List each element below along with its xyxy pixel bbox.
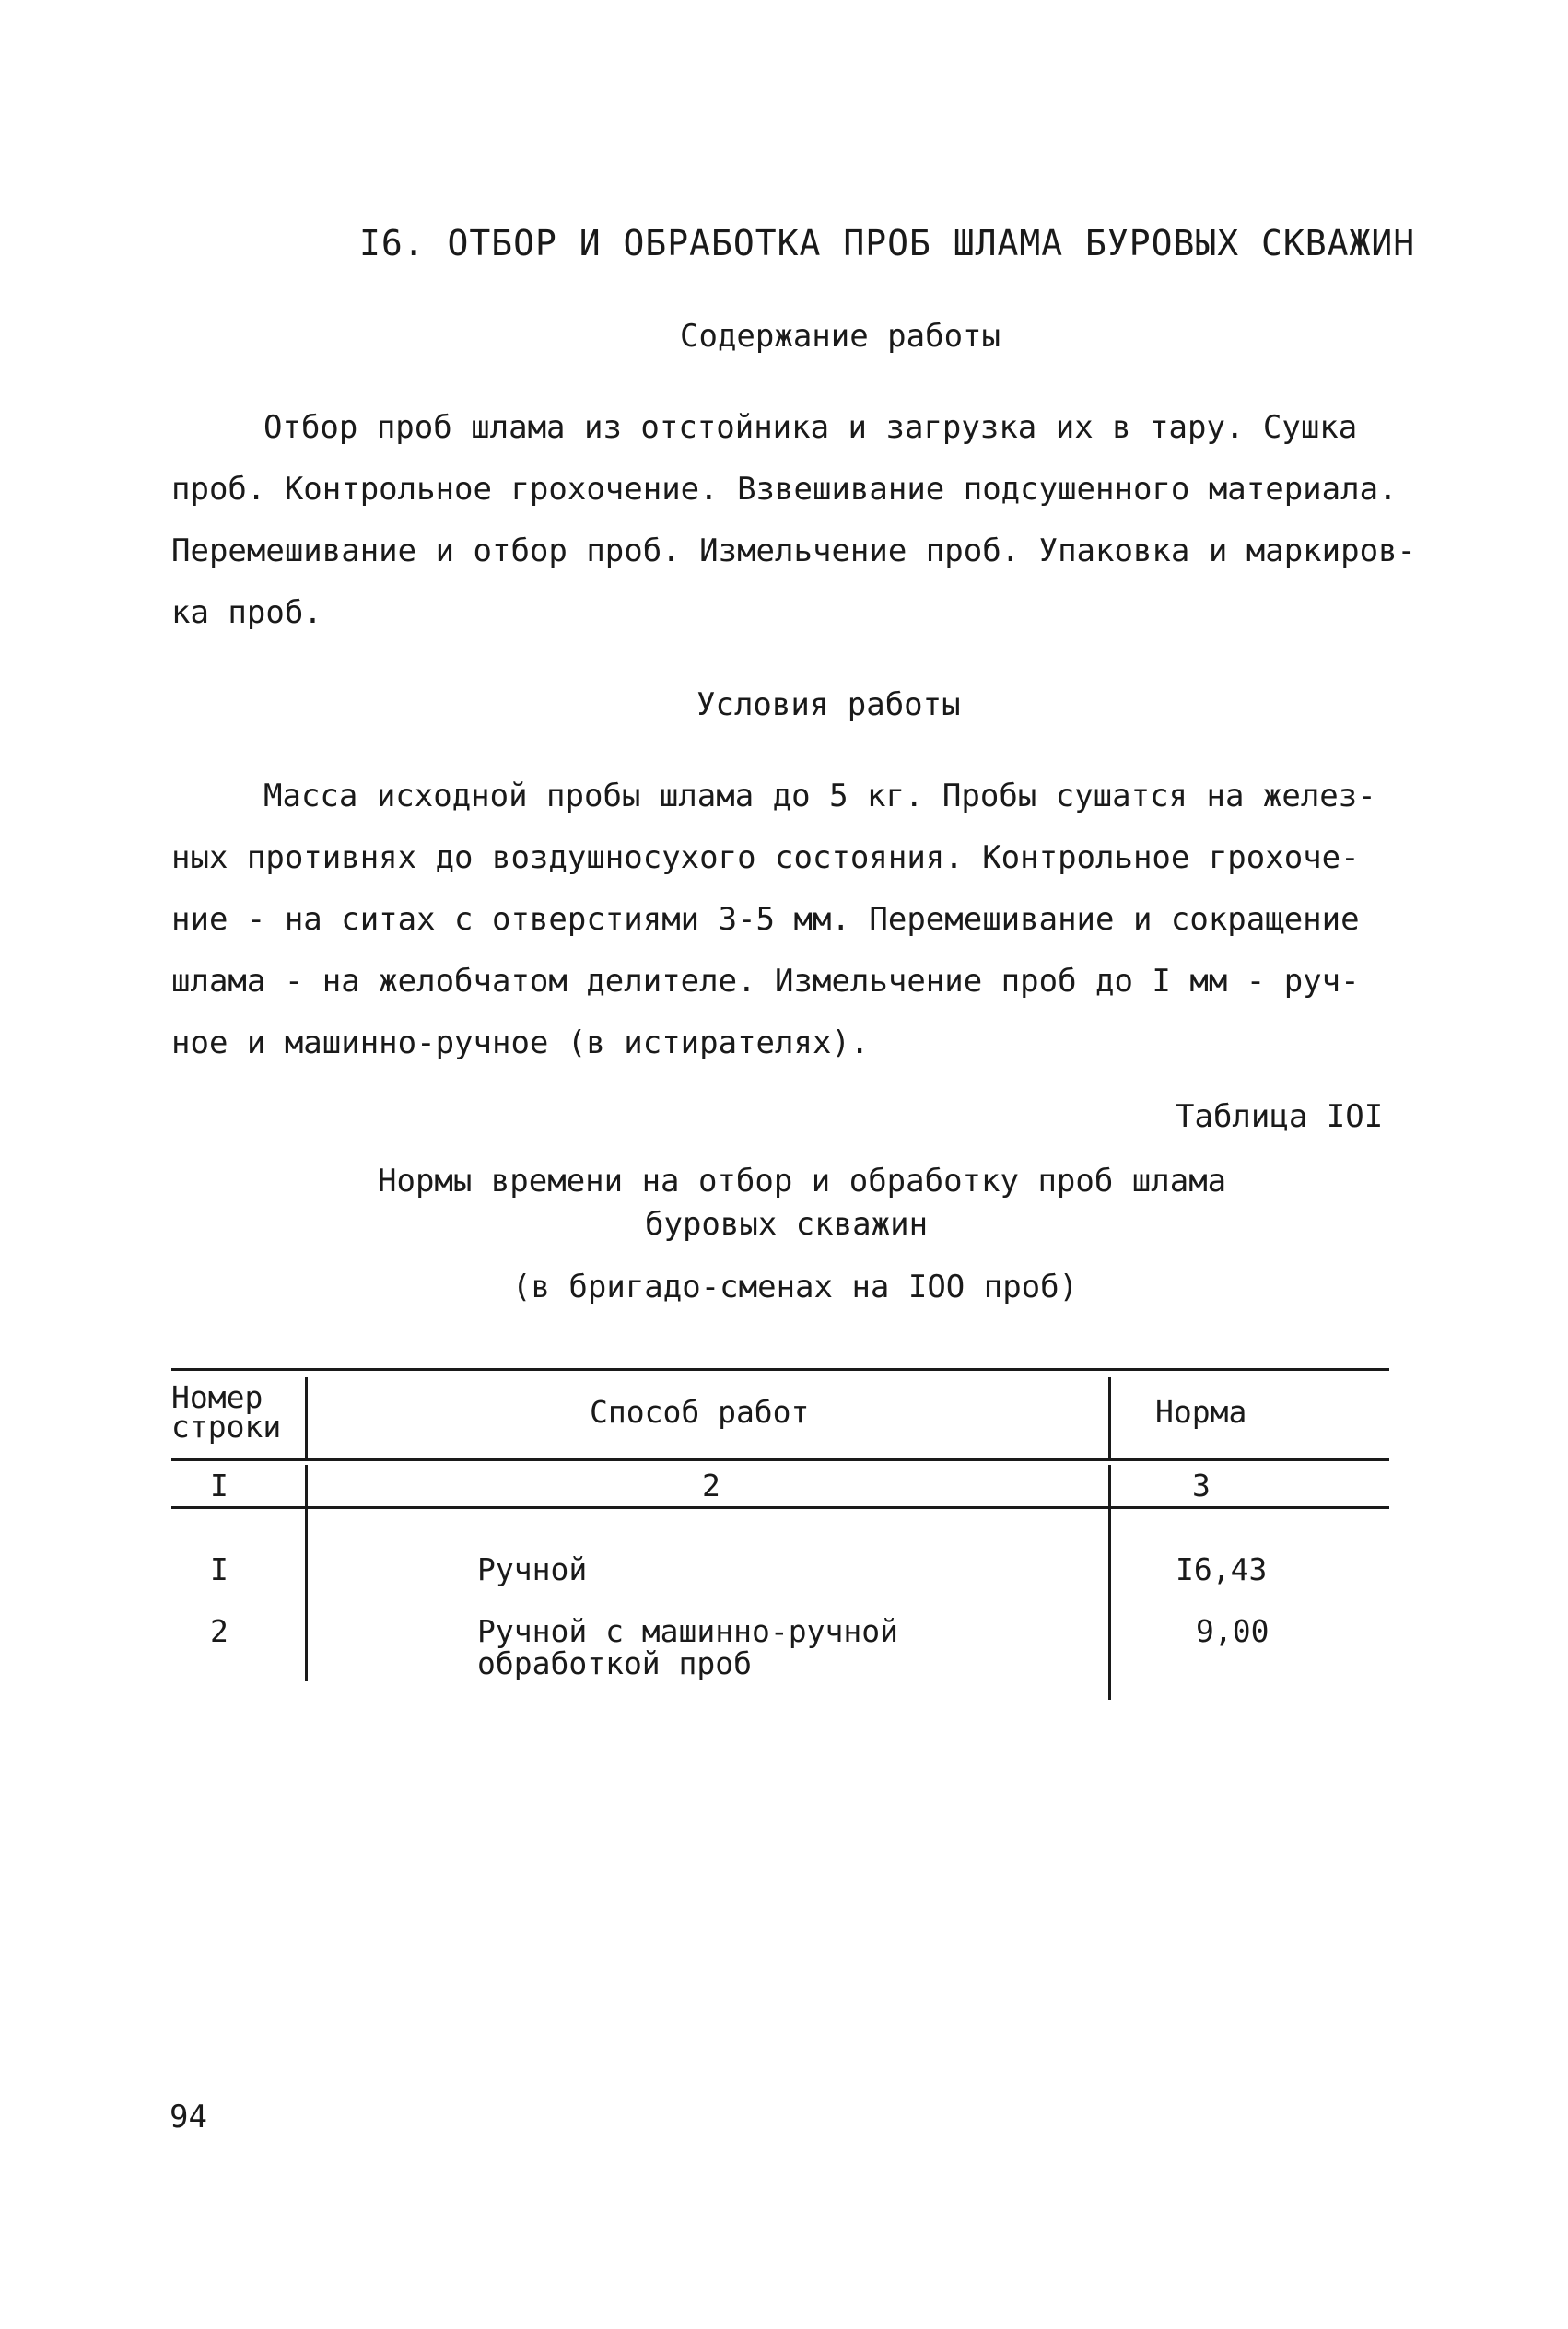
column-number: 3	[1192, 1468, 1211, 1504]
row-method: Ручной	[477, 1551, 588, 1587]
table-header-rule	[171, 1458, 1389, 1461]
content-line: ка проб.	[171, 594, 322, 631]
section-title: I6. ОТБОР И ОБРАБОТКА ПРОБ ШЛАМА БУРОВЫХ СКВАЖИН	[359, 223, 1416, 263]
column-number: 2	[702, 1468, 720, 1504]
content-line: проб. Контрольное грохочение. Взвешивание подсушенного материала.	[171, 471, 1398, 508]
column-divider	[305, 1465, 308, 1681]
conditions-line: ных противнях до воздушносухого состояния. Контрольное грохоче-	[171, 839, 1360, 876]
row-number: 2	[210, 1613, 228, 1649]
row-method-continued: обработкой проб	[477, 1645, 753, 1681]
column-divider	[1108, 1465, 1111, 1700]
conditions-line: ние - на ситах с отверстиями 3-5 мм. Перемешивание и сокращение	[171, 901, 1360, 938]
column-divider	[1108, 1377, 1111, 1458]
header-row-number: Номер	[171, 1379, 263, 1415]
table-units: (в бригадо-сменах на IOO проб)	[512, 1269, 1079, 1305]
header-row-number-continued: строки	[171, 1409, 282, 1445]
table-numbering-rule	[171, 1506, 1389, 1509]
header-method: Способ работ	[590, 1394, 810, 1430]
row-norm: I6,43	[1176, 1551, 1268, 1587]
table-top-rule	[171, 1368, 1389, 1371]
conditions-line: шлама - на желобчатом делителе. Измельчение проб до I мм - руч-	[171, 963, 1360, 1000]
page-number: 94	[170, 2099, 207, 2136]
table-label: Таблица IOI	[1176, 1098, 1384, 1135]
header-norm: Норма	[1155, 1394, 1247, 1430]
column-number: I	[210, 1468, 228, 1504]
table-title: Нормы времени на отбор и обработку проб шлама	[378, 1163, 1227, 1200]
content-line: Отбор проб шлама из отстойника и загрузка их в тару. Сушка	[263, 409, 1358, 446]
conditions-heading: Условия работы	[696, 686, 961, 723]
content-line: Перемешивание и отбор проб. Измельчение проб. Упаковка и маркиров-	[171, 533, 1417, 569]
row-method: Ручной с машинно-ручной	[477, 1613, 898, 1649]
row-norm: 9,00	[1196, 1613, 1270, 1649]
row-number: I	[210, 1551, 228, 1587]
content-heading: Содержание работы	[680, 318, 1000, 355]
table-title-continued: буровых скважин	[645, 1206, 929, 1243]
conditions-line: Масса исходной пробы шлама до 5 кг. Пробы сушатся на желез-	[263, 778, 1376, 814]
conditions-line: ное и машинно-ручное (в истирателях).	[171, 1024, 870, 1061]
column-divider	[305, 1377, 308, 1458]
